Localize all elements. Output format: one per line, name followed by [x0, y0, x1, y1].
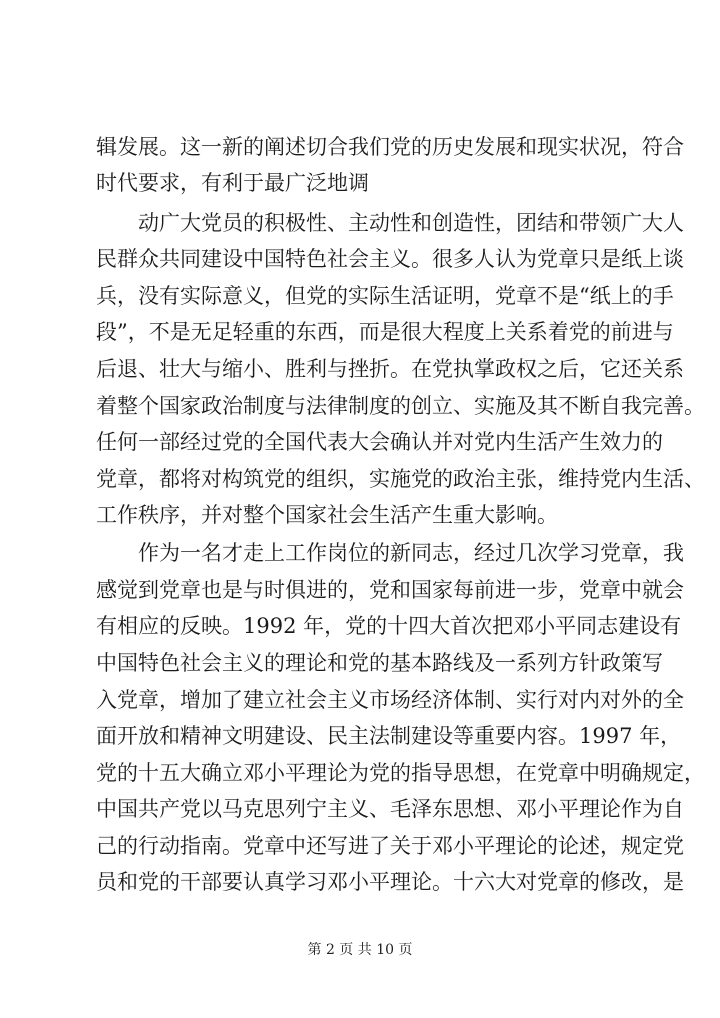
page-number-footer: 第 2 页 共 10 页 [307, 942, 413, 958]
text-line: 员和党的干部要认真学习邓小平理论。十六大对党章的修改，是 [96, 870, 684, 894]
text-line: 民群众共同建设中国特色社会主义。很多人认为党章只是纸上谈 [96, 247, 684, 271]
text-line: 工作秩序，并对整个国家社会生活产生重大影响。 [96, 503, 558, 527]
text-line: 面开放和精神文明建设、民主法制建设等重要内容。1997 年， [96, 724, 682, 748]
text-line: 时代要求，有利于最广泛地调 [96, 171, 369, 195]
text-line: 辑发展。这一新的阐述切合我们党的历史发展和现实状况，符合 [96, 135, 684, 159]
text-line: 己的行动指南。党章中还写进了关于邓小平理论的论述，规定党 [96, 834, 684, 858]
text-line: 入党章，增加了建立社会主义市场经济体制、实行对内对外的全 [96, 688, 684, 712]
text-line: 感觉到党章也是与时俱进的，党和国家每前进一步，党章中就会 [96, 578, 684, 602]
text-line: 兵，没有实际意义，但党的实际生活证明，党章不是“纸上的手 [96, 284, 674, 308]
text-line: 党的十五大确立邓小平理论为党的指导思想，在党章中明确规定， [96, 761, 705, 785]
text-line: 中国共产党以马克思列宁主义、毛泽东思想、邓小平理论作为自 [96, 797, 684, 821]
text-line: 段”，不是无足轻重的东西，而是很大程度上关系着党的前进与 [96, 320, 674, 344]
text-line: 后退、壮大与缩小、胜利与挫折。在党执掌政权之后，它还关系 [96, 357, 684, 381]
text-line: 着整个国家政治制度与法律制度的创立、实施及其不断自我完善。 [96, 394, 705, 418]
text-line: 作为一名才走上工作岗位的新同志，经过几次学习党章，我 [96, 541, 684, 565]
text-line: 有相应的反映。1992 年，党的十四大首次把邓小平同志建设有 [96, 614, 682, 638]
text-line: 任何一部经过党的全国代表大会确认并对党内生活产生效力的 [96, 430, 663, 454]
text-line: 动广大党员的积极性、主动性和创造性，团结和带领广大人 [96, 211, 684, 235]
text-line: 党章，都将对构筑党的组织，实施党的政治主张，维持党内生活、 [96, 467, 705, 491]
text-line: 中国特色社会主义的理论和党的基本路线及一系列方针政策写 [96, 651, 663, 675]
